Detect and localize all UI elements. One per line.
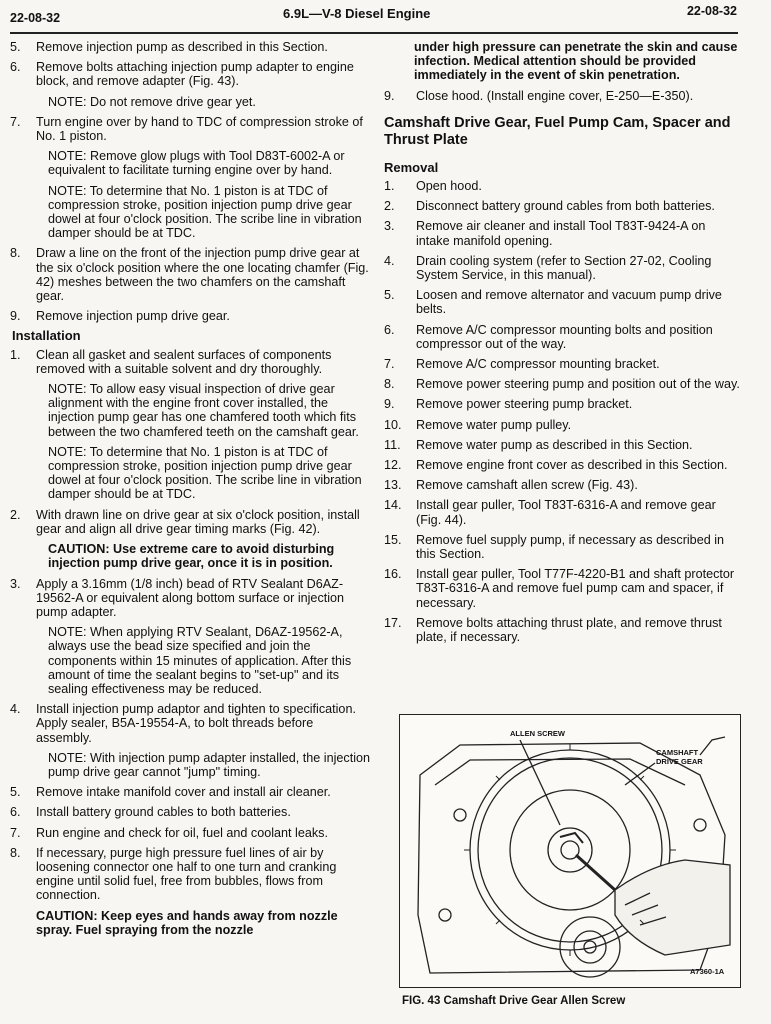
caution-text: CAUTION: Use extreme care to avoid disturbing injection pump drive gear, once it is in position. xyxy=(48,542,335,571)
allen-screw-label: ALLEN SCREW xyxy=(510,729,565,738)
step-close-hood xyxy=(384,89,740,103)
step-text: Remove fuel supply pump, if necessary as described in this Section. xyxy=(416,532,724,562)
caution-continued: under high pressure can penetrate the skin and cause infection. Medical attention should be provided immediately in the event of skin penetration. xyxy=(414,40,738,83)
step-number: 13. xyxy=(384,478,402,493)
step-item xyxy=(10,577,370,620)
step-text: Disconnect battery ground cables from both batteries. xyxy=(416,199,715,214)
step-text: Remove A/C compressor mounting bracket. xyxy=(416,357,660,372)
note-text: NOTE: With injection pump adapter installed, the injection pump drive gear cannot "jump" timing. xyxy=(48,750,371,779)
step-item xyxy=(384,616,740,644)
step-number: 1. xyxy=(10,347,21,362)
note-text: NOTE: To determine that No. 1 piston is at TDC of compression stroke, position injection pump drive gear dowel at four o'clock position. The scribe line in vibration damper should be at TDC. xyxy=(48,444,362,502)
step-item xyxy=(384,438,740,452)
step-number: 16. xyxy=(384,567,402,582)
step-text: Remove intake manifold cover and install air cleaner. xyxy=(36,785,331,800)
step-text: Remove injection pump drive gear. xyxy=(36,309,230,324)
left-steps-top xyxy=(10,40,370,323)
step-text: Draw a line on the front of the injection pump drive gear at the six o'clock position where the one locating chamfer (Fig. 42) meshes between the two chamfers on the camshaft gear. xyxy=(36,246,369,304)
step-number: 6. xyxy=(10,60,21,75)
step-number: 1. xyxy=(384,179,395,194)
step-item xyxy=(384,288,740,316)
page-number-left: 22-08-32 xyxy=(10,11,61,25)
step-number: 5. xyxy=(384,288,395,303)
step-text: Loosen and remove alternator and vacuum pump drive belts. xyxy=(416,288,722,317)
step-item xyxy=(10,348,370,376)
installation-steps xyxy=(10,348,370,903)
page-number-right: 22-08-32 xyxy=(686,4,737,18)
figure-43 xyxy=(399,714,741,988)
step-number: 7. xyxy=(10,825,21,840)
note-text: NOTE: Do not remove drive gear yet. xyxy=(48,94,256,109)
step-text: Run engine and check for oil, fuel and coolant leaks. xyxy=(36,825,328,840)
step-text: Remove bolts attaching thrust plate, and remove thrust plate, if necessary. xyxy=(416,615,722,645)
section-title: Camshaft Drive Gear, Fuel Pump Cam, Spacer and Thrust Plate xyxy=(384,114,731,148)
step-number: 8. xyxy=(10,845,21,860)
camshaft-label: CAMSHAFT xyxy=(656,748,699,757)
step-item xyxy=(384,199,740,213)
step-number: 4. xyxy=(10,702,21,717)
step-item xyxy=(384,533,740,561)
art-number: A7360-1A xyxy=(690,967,725,976)
step-text: Open hood. xyxy=(416,179,482,194)
step-item xyxy=(384,323,740,351)
step-text: Remove engine front cover as described in this Section. xyxy=(416,458,728,473)
step-item xyxy=(10,805,370,819)
step-number: 11. xyxy=(384,437,401,452)
removal-steps xyxy=(384,179,740,644)
step-number: 5. xyxy=(10,40,21,54)
step-item xyxy=(384,377,740,391)
caution-bottom xyxy=(10,909,370,937)
step-item xyxy=(10,826,370,840)
step-text: Remove power steering pump and position out of the way. xyxy=(416,377,740,392)
step-item xyxy=(384,219,740,247)
step-text: Remove camshaft allen screw (Fig. 43). xyxy=(416,478,638,493)
step-text: Remove A/C compressor mounting bolts and position compressor out of the way. xyxy=(416,322,713,351)
step-text: Remove power steering pump bracket. xyxy=(416,397,633,412)
step-text: With drawn line on drive gear at six o'clock position, install gear and align all drive gear timing marks (Fig. 42). xyxy=(36,507,360,536)
step-item xyxy=(384,478,740,492)
step-number: 6. xyxy=(384,322,395,337)
figure-caption: FIG. 43 Camshaft Drive Gear Allen Screw xyxy=(402,995,626,1007)
step-number: 17. xyxy=(384,615,402,630)
right-column xyxy=(384,40,740,650)
installation-heading: Installation xyxy=(12,328,81,344)
step-number: 12. xyxy=(384,458,402,473)
step-text: Install gear puller, Tool T83T-6316-A and remove gear (Fig. 44). xyxy=(416,498,716,527)
step-text: Clean all gasket and sealent surfaces of components removed with a suitable solvent and dry thoroughly. xyxy=(36,347,332,376)
step-item xyxy=(10,115,370,143)
step-number: 15. xyxy=(384,532,402,547)
note-text: NOTE: When applying RTV Sealant, D6AZ-19562-A, always use the bead size specified and join the components within 15 minutes of application. After this amount of time the sealant begins to "set-up" and its sealing effectiveness may be reduced. xyxy=(48,625,352,696)
step-text: If necessary, purge high pressure fuel lines of air by loosening connector one half to one turn and cranking engine until solid fuel, free from bubbles, flows from connection. xyxy=(36,845,337,903)
page-title: 6.9L—V-8 Diesel Engine xyxy=(283,6,431,21)
caution-bottom-text: CAUTION: Keep eyes and hands away from nozzle spray. Fuel spraying from the nozzle xyxy=(36,908,338,937)
step-item xyxy=(10,40,370,54)
step-item xyxy=(384,567,740,610)
step-item xyxy=(10,785,370,799)
step-text: Turn engine over by hand to TDC of compression stroke of No. 1 piston. xyxy=(36,114,363,144)
step-item xyxy=(10,309,370,323)
step-number: 8. xyxy=(384,377,395,392)
step-text: Install injection pump adaptor and tighten to specification. Apply sealer, B5A-19554-A, to bolt threads before assembly. xyxy=(36,702,356,745)
step-item xyxy=(10,246,370,303)
step-item xyxy=(384,179,740,193)
step-number: 7. xyxy=(384,357,395,372)
step-item xyxy=(10,60,370,88)
step-item xyxy=(384,418,740,432)
step-text: Remove injection pump as described in this Section. xyxy=(36,40,328,54)
step-item xyxy=(384,498,740,526)
left-column xyxy=(10,40,370,943)
step-number: 3. xyxy=(384,219,395,234)
header-rule xyxy=(10,32,738,34)
step-number: 9. xyxy=(384,397,395,412)
step-number: 6. xyxy=(10,805,21,820)
step-text: Remove air cleaner and install Tool T83T-9424-A on intake manifold opening. xyxy=(416,219,706,248)
step-item xyxy=(10,508,370,536)
step-number: 4. xyxy=(384,253,395,268)
step-number: 3. xyxy=(10,576,21,591)
note-text: NOTE: To allow easy visual inspection of drive gear alignment with the engine front cover installed, the injection pump gear has one chamfered tooth which fits between the two chamfered teeth on the camshaft gear. xyxy=(48,382,359,439)
step-text: Drain cooling system (refer to Section 27-02, Cooling System Service, in this manual). xyxy=(416,253,712,283)
step-number: 8. xyxy=(10,246,21,261)
page-header xyxy=(0,0,771,30)
step-item xyxy=(10,702,370,745)
step-number: 7. xyxy=(10,114,21,129)
step-text: Install battery ground cables to both batteries. xyxy=(36,805,291,820)
step-text: Remove bolts attaching injection pump adapter to engine block, and remove adapter (Fig. 43). xyxy=(36,60,354,89)
step-item xyxy=(384,254,740,282)
step-number: 9. xyxy=(384,88,395,103)
drive-gear-label: DRIVE GEAR xyxy=(656,757,703,766)
step-number: 9. xyxy=(10,309,21,324)
step-text: Apply a 3.16mm (1/8 inch) bead of RTV Sealant D6AZ-19562-A or equivalent along bottom surface or injection pump adapter. xyxy=(36,576,345,619)
step-text: Remove water pump as described in this Section. xyxy=(416,437,693,452)
step-number: 2. xyxy=(10,507,21,522)
step-number: 14. xyxy=(384,498,402,513)
step-number: 5. xyxy=(10,785,21,800)
note-text: NOTE: To determine that No. 1 piston is at TDC of compression stroke, position injection pump drive gear dowel at four o'clock position. The scribe line in vibration damper should be at TDC. xyxy=(48,183,362,241)
removal-heading: Removal xyxy=(384,159,439,175)
note-text: NOTE: Remove glow plugs with Tool D83T-6002-A or equivalent to facilitate turning engine over by hand. xyxy=(48,149,345,178)
step-text: Close hood. (Install engine cover, E-250—E-350). xyxy=(416,88,694,103)
step-item xyxy=(384,357,740,371)
step-item xyxy=(10,846,370,903)
step-number: 2. xyxy=(384,199,395,214)
step-text: Install gear puller, Tool T77F-4220-B1 and shaft protector T83T-6316-A and remove fuel pump cam and spacer, if necessary. xyxy=(416,567,735,610)
step-item xyxy=(384,458,740,472)
step-text: Remove water pump pulley. xyxy=(416,417,572,432)
step-item xyxy=(384,397,740,411)
step-number: 10. xyxy=(384,417,402,432)
